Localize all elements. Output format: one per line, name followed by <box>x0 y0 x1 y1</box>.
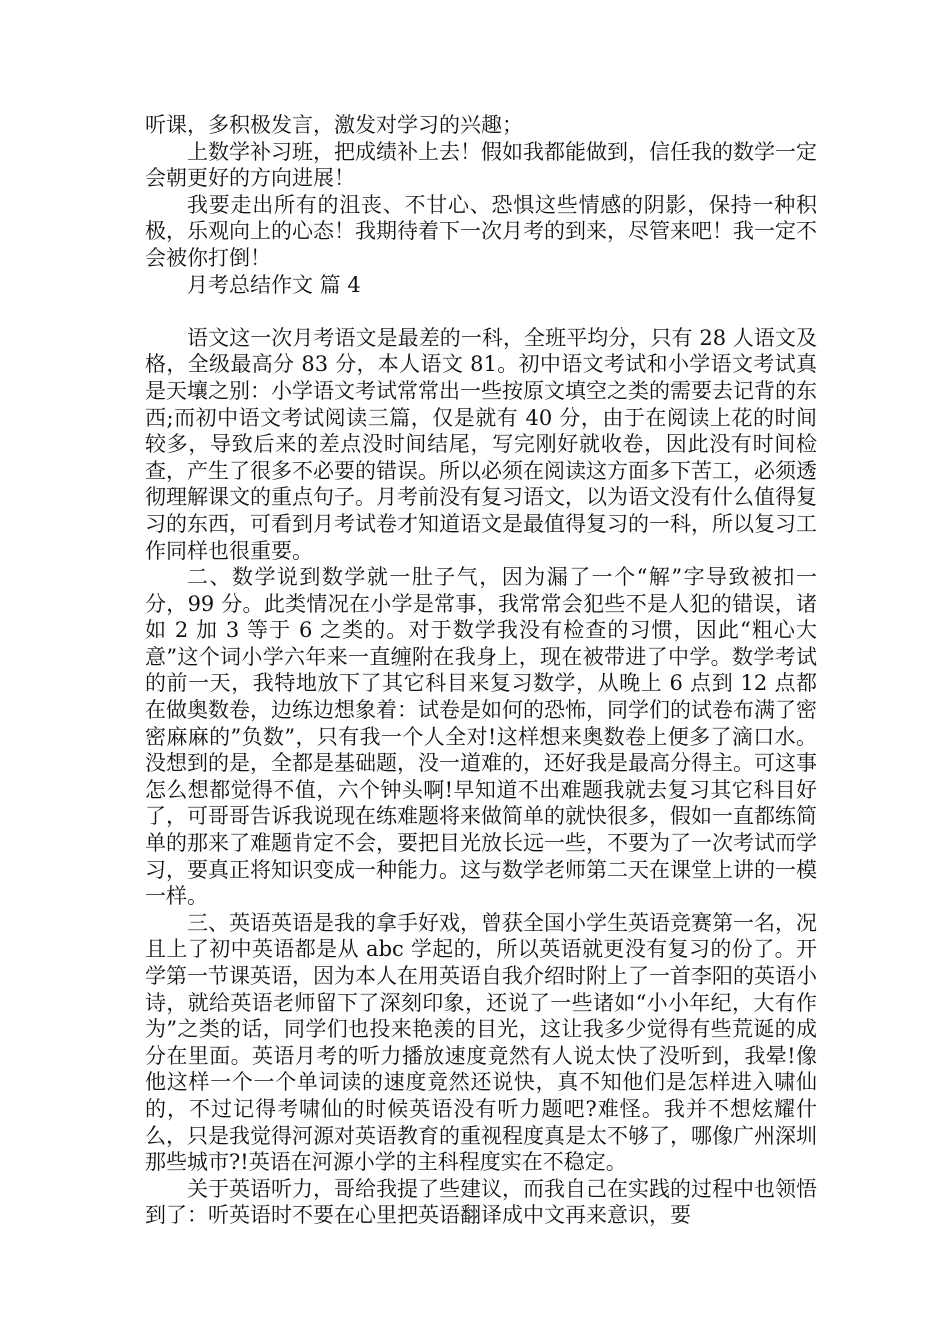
paragraph-continuation: 听课，多积极发言，激发对学习的兴趣； <box>145 113 523 137</box>
document-page <box>145 112 817 1229</box>
section-title: 月考总结作文 篇 4 <box>187 272 361 297</box>
paragraph-listening: 关于英语听力，哥给我提了些建议，而我自己在实践的过程中也领悟到了：听英语时不要在心里把英语翻译成中文再来意识，要 <box>145 1176 817 1228</box>
paragraph-math: 二、数学说到数学就一肚子气，因为漏了一个“解”字导致被扣一分，99 分。此类情况在小学是常事，我常常会犯些不是人犯的错误，诸如 2 加 3 等于 6 之类的。对于数学我没有检查的习惯，因此“粗心大意”这个词小学六年来一直缠附在我身上，现在被带进了中学。数学考试的前一天，我特地放下了其它科目来复习数学，从晚上 6 点到 12 点都在做奥数卷，边练边想象着：试卷是如何的恐怖，同学们的试卷布满了密密麻麻的”负数”，只有我一个人全对!这样想来奥数卷上便多了滴口水。没想到的是，全都是基础题，没一道难的，还好我是最高分得主。可这事怎么想都觉得不值，六个钟头啊!早知道不出难题我就去复习其它科目好了，可哥哥告诉我说现在练难题将来做简单的就快很多，假如一直都练简单的那来了难题肯定不会，要把目光放长远一些，不要为了一次考试而学习，要真正将知识变成一种能力。这与数学老师第二天在课堂上讲的一模一样。 <box>145 565 817 909</box>
paragraph-positive-attitude: 我要走出所有的沮丧、不甘心、恐惧这些情感的阴影，保持一种积极，乐观向上的心态！我期待着下一次月考的到来，尽管来吧！我一定不会被你打倒！ <box>145 192 817 270</box>
paragraph-english: 三、英语英语是我的拿手好戏，曾获全国小学生英语竞赛第一名，况且上了初中英语都是从 abc 学起的，所以英语就更没有复习的份了。开学第一节课英语，因为本人在用英语自我介绍时附上了一首李阳的英语小诗，就给英语老师留下了深刻印象，还说了一些诸如“小小年纪，大有作为”之类的话，同学们也投来艳羡的目光，这让我多少觉得有些荒诞的成分在里面。英语月考的听力播放速度竟然有人说太快了没听到，我晕!像他这样一个一个单词读的速度竟然还说快，真不知他们是怎样进入啸仙的，不过记得考啸仙的时候英语没有听力题吧?难怪。我并不想炫耀什么，只是我觉得河源对英语教育的重视程度真是太不够了，哪像广州深圳那些城市?!英语在河源小学的主科程度实在不稳定。 <box>145 910 817 1175</box>
paragraph-chinese: 语文这一次月考语文是最差的一科，全班平均分，只有 28 人语文及格，全级最高分 83 分，本人语文 81。初中语文考试和小学语文考试真是天壤之别：小学语文考试常常出一些按原文填空之类的需要去记背的东西;而初中语文考试阅读三篇，仅是就有 40 分，由于在阅读上花的时间较多，导致后来的差点没时间结尾，写完刚好就收卷，因此没有时间检查，产生了很多不必要的错误。所以必须在阅读这方面多下苦工，必须透彻理解课文的重点句子。月考前没有复习语文，以为语文没有什么值得复习的东西，可看到月考试卷才知道语文是最值得复习的一科，所以复习工作同样也很重要。 <box>145 325 817 563</box>
blank-line <box>145 298 817 325</box>
paragraph-math-tutoring: 上数学补习班，把成绩补上去！假如我都能做到，信任我的数学一定会朝更好的方向进展！ <box>145 139 817 191</box>
